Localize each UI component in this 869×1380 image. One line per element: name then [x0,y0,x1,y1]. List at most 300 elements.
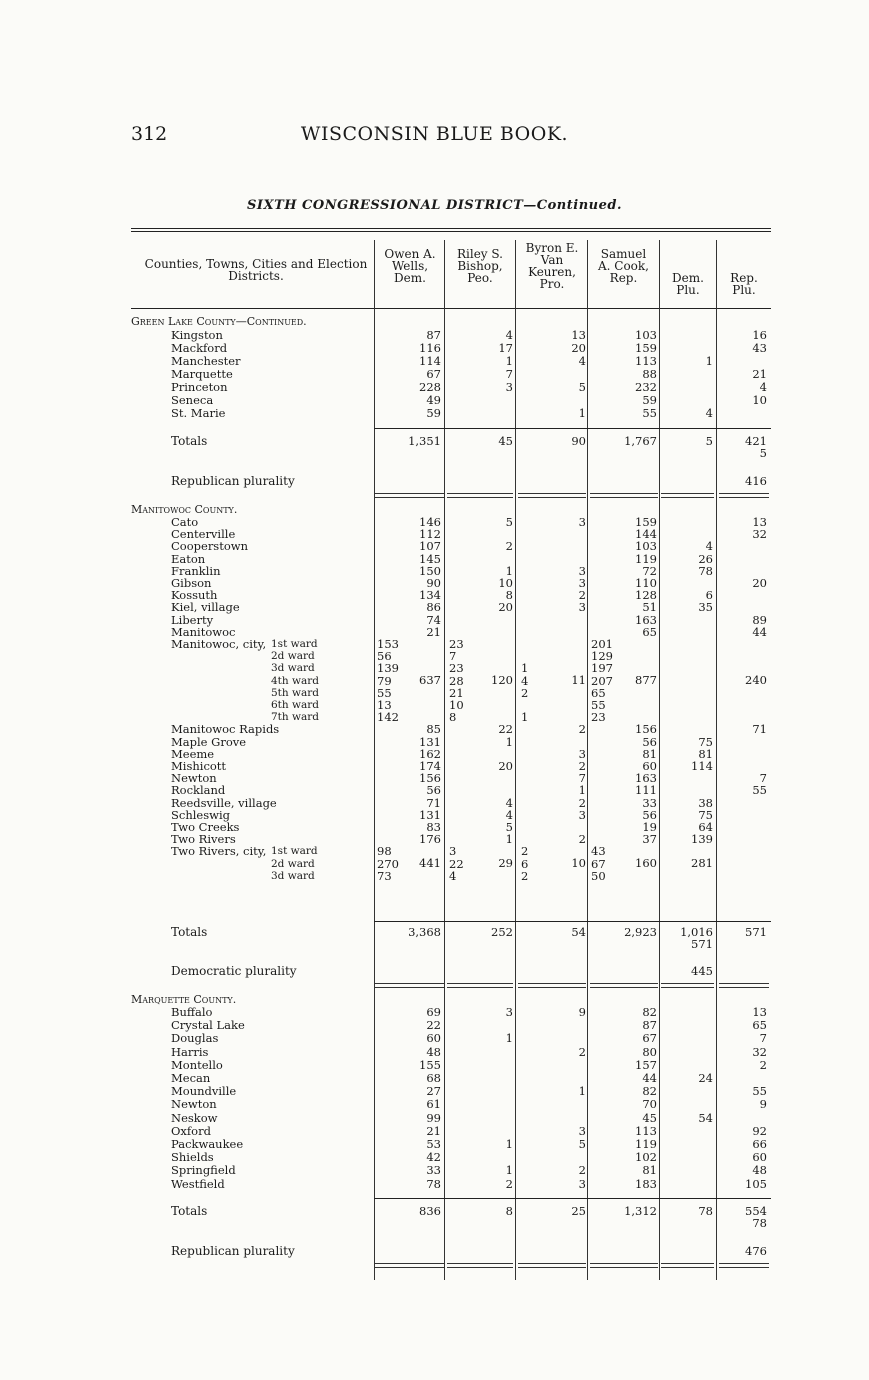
vote-cell: 1 [505,1163,513,1178]
vote-cell: 53 [426,1137,441,1151]
vote-cell: 3 [578,1176,586,1191]
ward-vote: 3 [449,844,457,859]
vote-cell: 70 [642,1097,657,1112]
total-cell: 1,351 [408,434,441,448]
ward-label: 2d ward [271,650,315,663]
vote-cell: 174 [419,759,441,773]
ward-vote: 1 [521,661,529,676]
district-name: Kingston [171,328,223,342]
vote-cell: 3 [578,515,586,529]
ward-vote: 23 [591,710,606,725]
district-name: Two Rivers [171,832,236,847]
vote-cell: 35 [698,600,713,615]
table-row [131,1164,771,1177]
vote-cell: 59 [426,406,441,420]
vote-cell: 4 [505,328,513,342]
vote-cell: 176 [419,832,441,847]
table-row [131,1059,771,1072]
ward-total: 281 [691,856,713,871]
vote-cell: 119 [635,551,657,566]
table-row [131,1019,771,1032]
vote-cell: 2 [578,722,586,737]
total-cell: 554 [745,1204,767,1218]
city-name: Two Rivers, city, [171,844,267,859]
vote-cell: 6 [705,588,713,603]
table-row [131,1125,771,1138]
vote-cell: 37 [642,832,657,847]
vote-cell: 232 [635,380,657,394]
city-name: Manitowoc, city, [171,637,267,651]
vote-cell: 103 [635,539,657,554]
county-heading [131,993,771,1006]
vote-cell: 33 [642,795,657,810]
double-rule [661,1263,714,1268]
vote-cell: 2 [578,832,586,847]
vote-cell: 74 [426,612,441,627]
double-rule [719,983,769,988]
district-column-header: Counties, Towns, Cities and Election Districts. [144,257,368,283]
total-cell: 90 [571,434,586,448]
ward-vote: 7 [449,649,457,664]
header-line: Riley S. [456,247,503,261]
vote-cell: 71 [426,795,441,810]
ward-vote: 129 [591,649,613,664]
vote-cell: 9 [578,1005,586,1019]
header-line: Samuel [600,247,647,261]
double-rule [447,1263,513,1268]
vote-cell: 22 [498,722,513,737]
double-rule [661,983,714,988]
plurality-label: Democratic plurality [171,964,297,978]
vote-cell: 1 [505,1137,513,1151]
ward-vote: 197 [591,661,613,676]
vote-cell: 3 [578,746,586,761]
ward-total: 10 [571,856,586,871]
total-cell: 3,368 [408,925,441,939]
ward-vote: 8 [449,710,457,725]
vote-cell: 32 [752,1044,767,1059]
total-cell: 1,312 [624,1204,657,1218]
ward-vote: 153 [377,637,399,651]
plurality-label: Republican plurality [171,1244,295,1258]
district-name: Douglas [171,1031,219,1046]
vote-cell: 1 [505,563,513,578]
double-rule [590,493,658,498]
vote-cell: 87 [426,328,441,342]
vote-cell: 85 [426,722,441,737]
vote-cell: 88 [642,367,657,381]
ward-row [131,870,771,883]
vote-cell: 60 [426,1031,441,1046]
ward-total: 637 [419,673,441,687]
district-name: Buffalo [171,1005,213,1019]
county-name: Manitowoc County. [131,503,238,516]
vote-cell: 80 [642,1044,657,1059]
ward-vote: 56 [377,649,392,664]
double-rule [661,493,714,498]
vote-cell: 20 [571,341,586,355]
table-row [131,1112,771,1125]
vote-cell: 81 [642,746,657,761]
plurality-value: 476 [745,1244,767,1258]
header-bottom-rule [131,308,771,309]
vote-cell: 86 [426,600,441,615]
double-rule [719,493,769,498]
vote-cell: 7 [578,771,586,786]
ward-vote: 2 [521,685,529,700]
vote-cell: 131 [419,807,441,822]
election-results-table [131,228,771,1273]
vote-cell: 110 [635,576,657,590]
vote-cell: 19 [642,820,657,834]
vote-cell: 20 [752,576,767,590]
vote-cell: 81 [642,1163,657,1178]
ward-label: 1st ward [271,638,318,650]
vote-cell: 22 [426,1018,441,1033]
vote-cell: 60 [642,759,657,773]
ward-vote: 21 [449,685,464,700]
plurality-value: 445 [691,964,713,978]
vote-cell: 5 [505,515,513,529]
vote-cell: 32 [752,527,767,542]
vote-cell: 146 [419,515,441,529]
vote-cell: 56 [642,734,657,749]
district-name: Montello [171,1057,223,1072]
double-rule [374,983,444,988]
header-line: Peo. [467,271,493,285]
ward-vote: 139 [377,661,399,676]
vote-cell: 113 [635,1123,657,1138]
table-row [131,407,771,420]
header-line: A. Cook, [597,259,649,273]
vote-cell: 16 [752,328,767,342]
vote-cell: 2 [578,1044,586,1059]
vote-cell: 56 [426,783,441,798]
vote-cell: 87 [642,1018,657,1033]
totals-label: Totals [171,1204,208,1218]
vote-cell: 13 [571,328,586,342]
vote-cell: 17 [498,341,513,355]
table-row [131,772,771,785]
table-row [131,329,771,342]
table-row [131,1178,771,1191]
vote-cell: 144 [635,527,657,542]
table-row [131,1032,771,1045]
ward-vote: 43 [591,844,606,859]
ward-total: 120 [491,673,513,687]
ward-total: 160 [635,856,657,871]
vote-cell: 7 [759,771,767,786]
total-cell: 5 [705,434,713,448]
district-name: Gibson [171,576,212,590]
rep-plurality-header [717,272,771,296]
total-cell: 2,923 [624,925,657,939]
district-name: Moundville [171,1084,237,1099]
vote-cell: 4 [705,406,713,420]
page-number: 312 [131,123,168,145]
totals-row-2 [131,447,771,460]
vote-cell: 1 [578,1084,586,1099]
vote-cell: 48 [426,1044,441,1059]
vote-cell: 105 [745,1176,767,1191]
district-name: Newton [171,1097,217,1112]
total-cell: 45 [498,434,513,448]
section-rule [374,428,771,429]
double-rule [518,983,586,988]
vote-cell: 59 [642,393,657,407]
plurality-label: Republican plurality [171,474,295,488]
vote-cell: 56 [642,807,657,822]
county-name: Marquette County. [131,993,237,1006]
vote-cell: 49 [426,393,441,407]
total-cell: 78 [698,1204,713,1218]
district-name: Harris [171,1044,209,1059]
total-cell: 571 [745,925,767,939]
table-row [131,760,771,773]
vote-cell: 55 [752,1084,767,1099]
vote-cell: 21 [426,1123,441,1138]
vote-cell: 66 [752,1137,767,1151]
district-name: Crystal Lake [171,1018,245,1033]
district-name: Marquette [171,367,233,381]
header-line: Keuren, [528,265,576,279]
ward-vote: 23 [449,661,464,676]
total-cell: 1,016 [680,925,713,939]
ward-vote: 270 [377,856,399,871]
vote-cell: 1 [505,832,513,847]
candidate-header-bishop [445,248,515,284]
vote-cell: 1 [578,406,586,420]
double-rule [518,1263,586,1268]
district-name: Springfield [171,1163,236,1178]
totals-row-2 [131,938,771,951]
vote-cell: 5 [578,1137,586,1151]
vote-cell: 183 [635,1176,657,1191]
vote-cell: 163 [635,771,657,786]
vote-cell: 61 [426,1097,441,1112]
header-line: Wells, [391,259,429,273]
total-cell: 421 [745,434,767,448]
running-head: WISCONSIN BLUE BOOK. [300,123,569,145]
ward-vote: 2 [521,844,529,859]
vote-cell: 69 [426,1005,441,1019]
vote-cell: 48 [752,1163,767,1178]
vote-cell: 3 [505,1005,513,1019]
vote-cell: 2 [578,759,586,773]
ward-vote: 23 [449,637,464,651]
double-rule [374,493,444,498]
district-name: Eaton [171,551,206,566]
vote-cell: 20 [498,759,513,773]
vote-cell: 3 [578,600,586,615]
totals-row-2 [131,1217,771,1230]
ward-vote: 73 [377,868,392,883]
vote-cell: 156 [635,722,657,737]
double-rule [447,983,513,988]
ward-vote: 67 [591,856,606,871]
vote-cell: 3 [578,563,586,578]
ward-label: 5th ward [271,686,319,699]
ward-vote: 55 [377,685,392,700]
total-cell: 836 [419,1204,441,1218]
table-top-rule-2 [131,231,771,232]
vote-cell: 51 [642,600,657,615]
header-line: Dem. [394,271,426,285]
ward-vote: 98 [377,844,392,859]
ward-total: 240 [745,673,767,687]
district-name: Mecan [171,1071,211,1085]
total-cell: 8 [505,1204,513,1218]
vote-cell: 107 [419,539,441,554]
vote-cell: 2 [505,539,513,554]
district-name: Two Creeks [171,820,240,834]
vote-cell: 5 [505,820,513,834]
vote-cell: 71 [752,722,767,737]
vote-cell: 92 [752,1123,767,1138]
vote-cell: 78 [426,1176,441,1191]
total-cell: 54 [571,925,586,939]
table-row [131,736,771,749]
vote-cell: 113 [635,354,657,368]
district-name: Mackford [171,341,228,355]
district-name: Maple Grove [171,734,247,749]
plurality-row [131,475,771,488]
vote-cell: 114 [419,354,441,368]
header-line: Dem. [672,271,704,285]
ward-label: 4th ward [271,674,319,687]
section-subtitle: SIXTH CONGRESSIONAL DISTRICT—Continued. [247,198,622,213]
ward-vote: 50 [591,868,606,883]
vote-cell: 10 [752,393,767,407]
header-line: Byron E. [525,241,579,255]
county-heading [131,315,771,328]
vote-cell: 7 [759,1031,767,1046]
header-line: Pro. [539,277,565,291]
table-row [131,1072,771,1085]
ward-total: 11 [571,673,586,687]
vote-cell: 150 [419,563,441,578]
vote-cell: 156 [419,771,441,786]
vote-cell: 116 [419,341,441,355]
district-name: Westfield [171,1176,225,1191]
vote-cell: 60 [752,1150,767,1165]
candidate-header-van-keuren [516,242,588,290]
district-name: Manchester [171,354,241,368]
double-rule [719,1263,769,1268]
vote-cell: 65 [642,624,657,639]
section-rule [374,1198,771,1199]
vote-cell: 65 [752,1018,767,1033]
vote-cell: 3 [505,380,513,394]
vote-cell: 128 [635,588,657,603]
vote-cell: 119 [635,1137,657,1151]
district-name: Franklin [171,563,221,578]
vote-cell: 38 [698,795,713,810]
vote-cell: 89 [752,612,767,627]
ward-vote: 4 [449,868,457,883]
totals-label: Totals [171,434,208,448]
table-row [131,1138,771,1151]
district-name: Cooperstown [171,539,249,554]
plurality-row [131,1245,771,1258]
vote-cell: 131 [419,734,441,749]
vote-cell: 2 [578,1163,586,1178]
district-name: Reedsville, village [171,795,277,810]
vote-cell: 134 [419,588,441,603]
vote-cell: 82 [642,1005,657,1019]
section-rule [374,921,771,922]
vote-cell: 78 [698,563,713,578]
vote-cell: 33 [426,1163,441,1178]
vote-cell: 75 [698,734,713,749]
vote-cell: 10 [498,576,513,590]
table-row [131,577,771,590]
vote-cell: 1 [505,354,513,368]
vote-cell: 81 [698,746,713,761]
vote-cell: 55 [752,783,767,798]
vote-cell: 2 [759,1057,767,1072]
district-name: Neskow [171,1110,218,1125]
header-line: Rep. [730,271,758,285]
vote-cell: 7 [505,367,513,381]
double-rule [518,493,586,498]
total-cell: 25 [571,1204,586,1218]
header-line: Owen A. [384,247,436,261]
plurality-row [131,965,771,978]
vote-cell: 90 [426,576,441,590]
vote-cell: 155 [419,1057,441,1072]
ward-label: 6th ward [271,699,319,711]
header-line: Bishop, [457,259,503,273]
vote-cell: 67 [426,367,441,381]
ward-vote: 79 [377,673,392,688]
vote-cell: 139 [691,832,713,847]
vote-cell: 3 [578,807,586,822]
ward-label: 3d ward [271,869,315,882]
vote-cell: 42 [426,1150,441,1165]
table-row [131,394,771,407]
vote-cell: 24 [698,1071,713,1085]
ward-total: 441 [419,856,441,871]
ward-vote: 1 [521,710,529,725]
ward-vote: 207 [591,673,613,688]
total-cell: 1,767 [624,434,657,448]
vote-cell: 157 [635,1057,657,1072]
vote-cell: 45 [642,1110,657,1125]
vote-cell: 145 [419,551,441,566]
vote-cell: 4 [705,539,713,554]
vote-cell: 26 [698,551,713,566]
vote-cell: 20 [498,600,513,615]
vote-cell: 114 [691,759,713,773]
district-name: St. Marie [171,406,226,420]
ward-total-row [131,674,771,687]
ward-vote: 13 [377,698,392,712]
vote-cell: 21 [752,367,767,381]
double-rule [590,1263,658,1268]
vote-cell: 162 [419,746,441,761]
table-row [131,565,771,578]
vote-cell: 159 [635,341,657,355]
table-row [131,748,771,761]
vote-cell: 163 [635,612,657,627]
total-cell: 78 [752,1216,767,1230]
ward-vote: 28 [449,673,464,688]
double-rule [374,1263,444,1268]
ward-total: 29 [498,856,513,871]
vote-cell: 103 [635,328,657,342]
district-name: Oxford [171,1123,211,1138]
